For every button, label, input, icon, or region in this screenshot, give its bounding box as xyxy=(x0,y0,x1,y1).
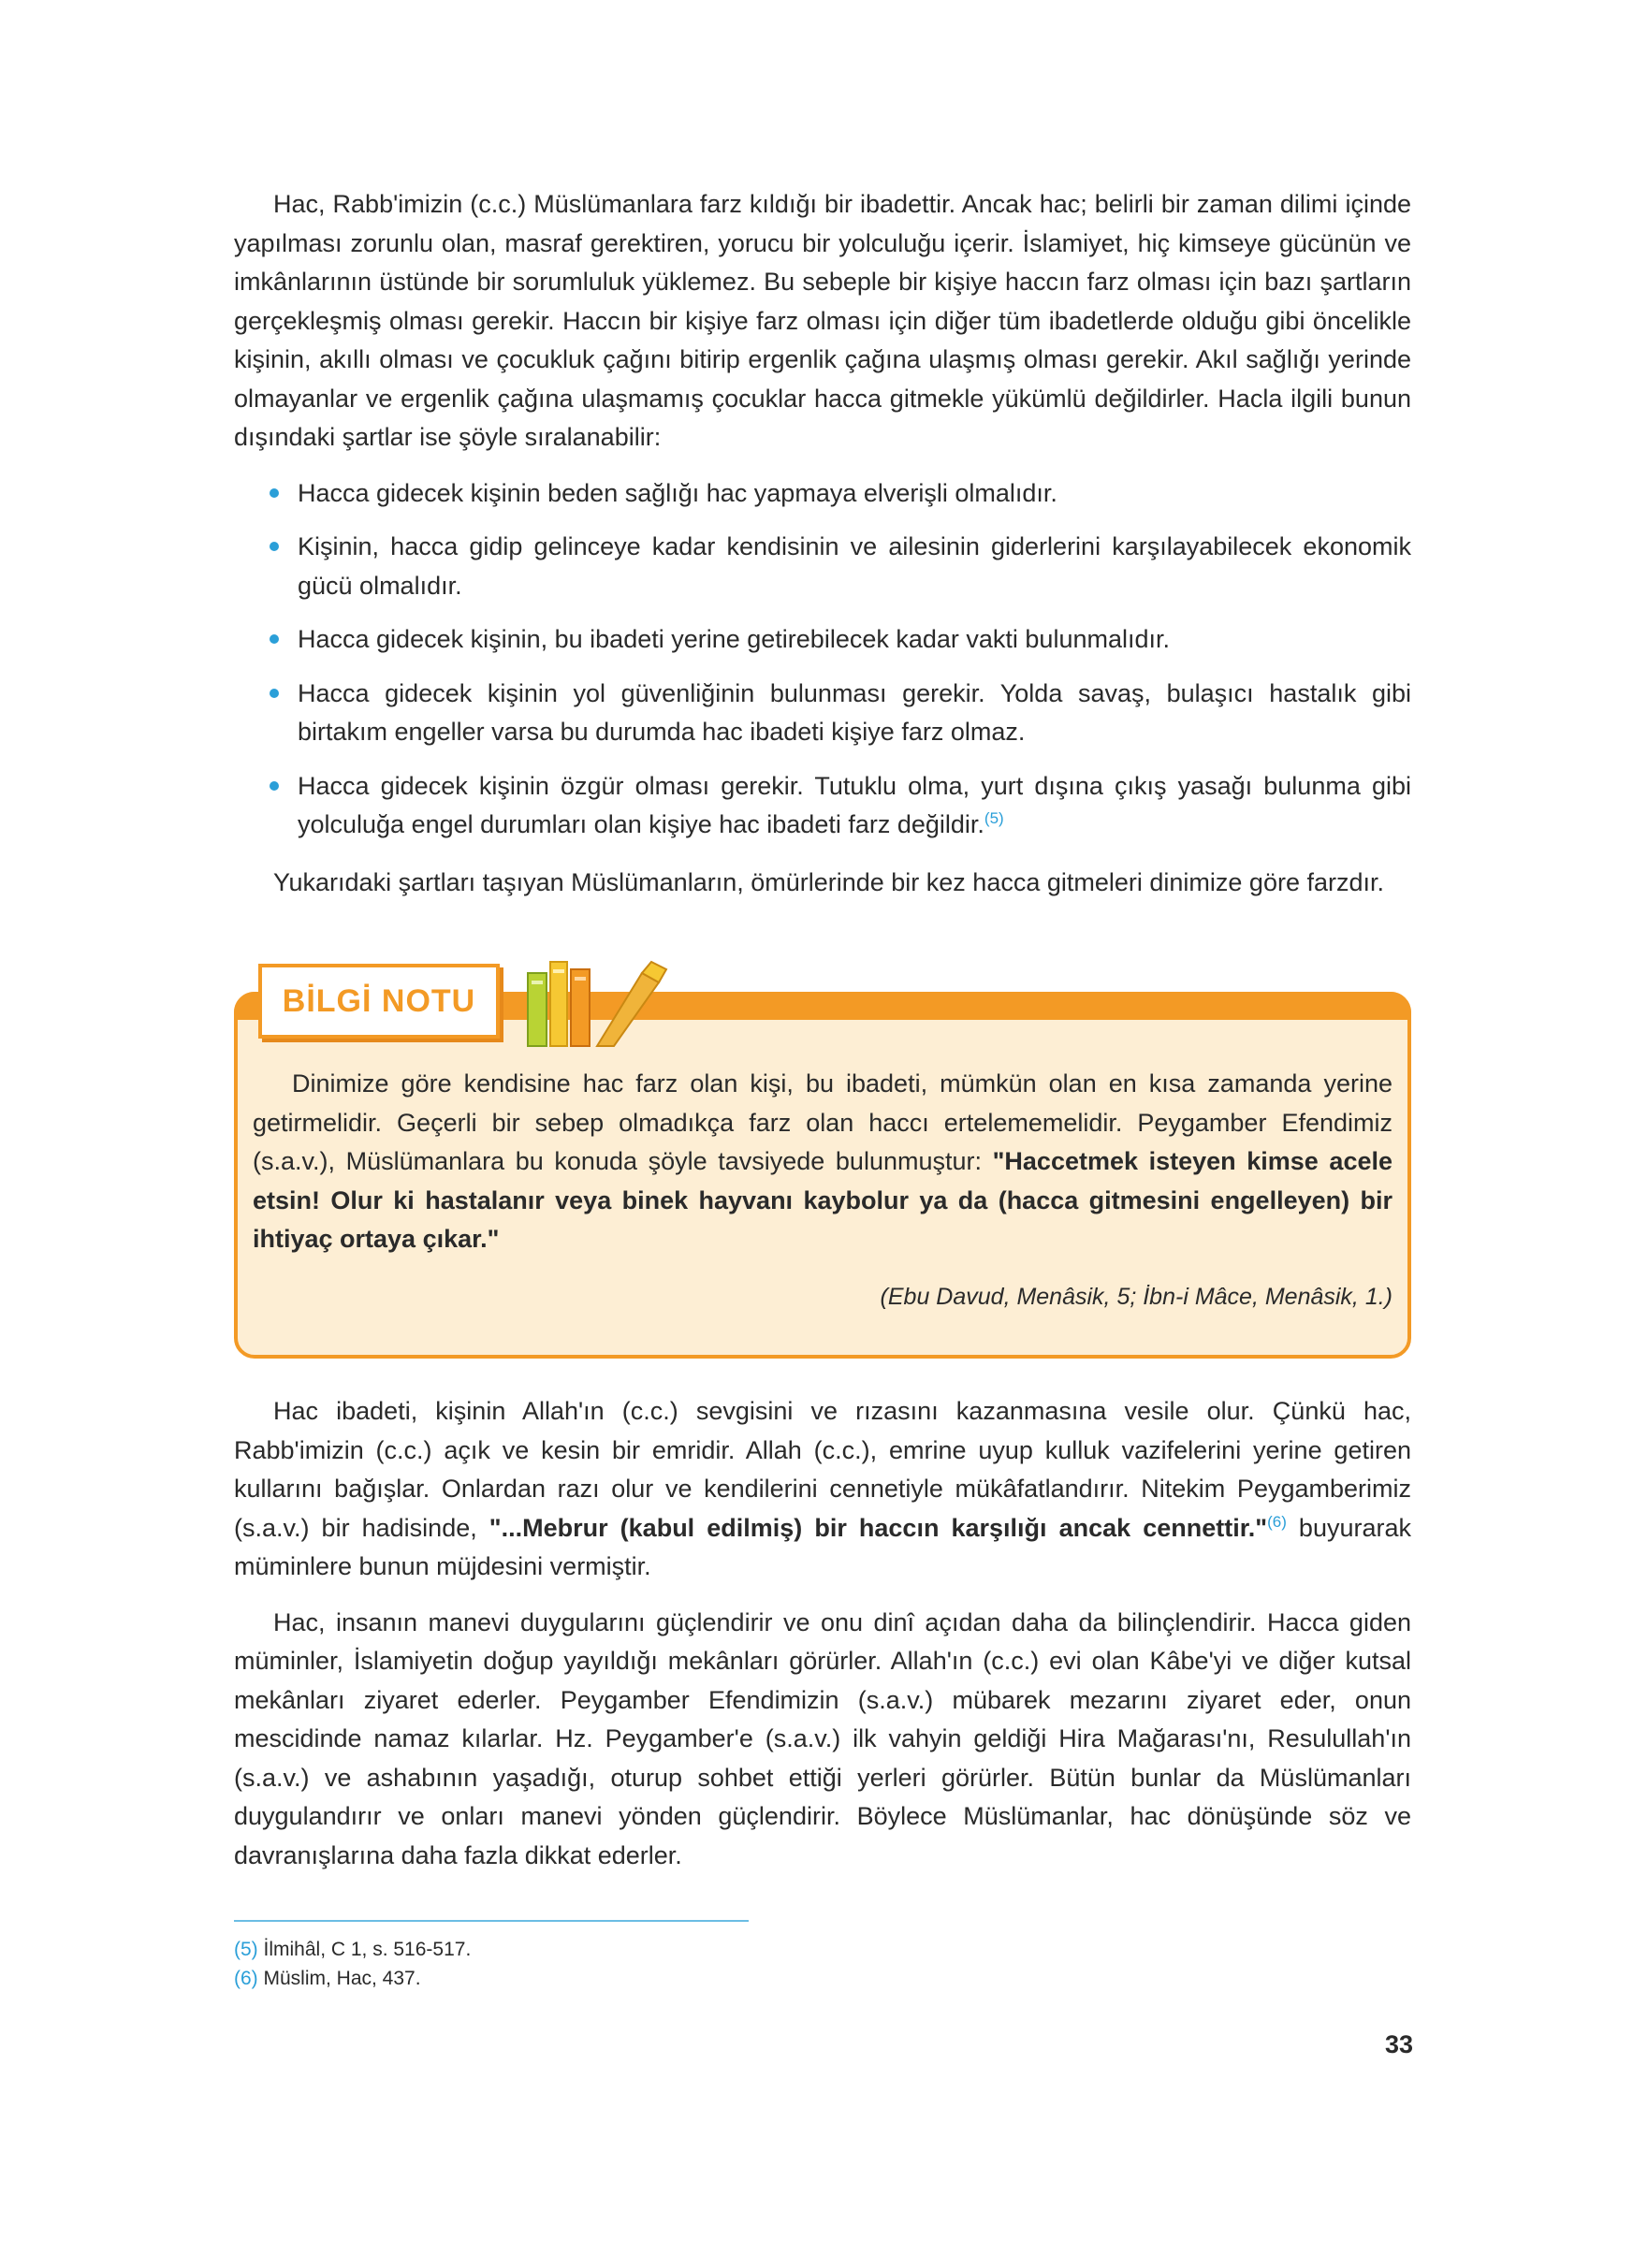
paragraph-reward: Hac ibadeti, kişinin Allah'ın (c.c.) sevgisini ve rızasını kazanmasına vesile olur. Çünkü hac, Rabb'imizin (c.c.) açık ve kesin bir emridir. Allah (c.c.), emrine uyup kulluk vazifelerini yerine getiren kullarını bağışlar. Onlardan razı olur ve kendilerini cennetiyle mükâfatlandırır. Nitekim Peygamberimiz (s.a.v.) bir hadisinde, "...Mebrur (kabul edilmiş) bir haccın karşılığı ancak cennettir."$^{(6)}$ buyurarak müminlere bunun müjdesini vermiştir. xyxy=(234,1397,1411,1580)
list-item: Hacca gidecek kişinin özgür olması gerekir. Tutuklu olma, yurt dışına çıkış yasağı bulunma gibi yolculuğa engel durumları olan kişiye hac ibadeti farz değildir.$^{(5)}$ xyxy=(234,767,1411,845)
info-note-title: BİLGİ NOTU xyxy=(258,964,500,1039)
footnote-ref-6[interactable]: (6) xyxy=(1267,1512,1287,1531)
info-note-body xyxy=(253,1065,1392,1316)
footnote-ref-5[interactable]: (5) xyxy=(984,809,1004,827)
list-item: Hacca gidecek kişinin beden sağlığı hac yapmaya elverişli olmalıdır. xyxy=(234,474,1411,514)
main-content xyxy=(234,185,1411,1892)
list-item: Hacca gidecek kişinin, bu ibadeti yerine getirebilecek kadar vakti bulunmalıdır. xyxy=(234,620,1411,660)
list-item: Kişinin, hacca gidip gelinceye kadar kendisinin ve ailesinin giderlerini karşılayabilecek ekonomik gücü olmalıdır. xyxy=(234,528,1411,605)
info-note-box xyxy=(234,964,1411,1359)
paragraph-hajj-conditions-intro: Hac, Rabb'imizin (c.c.) Müslümanlara farz kıldığı bir ibadettir. Ancak hac; belirli bir zaman dilimi içinde yapılması zorunlu olan, masraf gerektiren, yorucu bir yolculuğu içerir. İslamiyet, hiç kimseye gücünün ve imkânlarının üstünde bir sorumluluk yüklemez. Bu sebeple bir kişiye haccın farz olması için bazı şartların gerçekleşmiş olması gerekir. Haccın bir kişiye farz olması için diğer tüm ibadetlerde olduğu gibi öncelikle kişinin, akıllı olması ve çocukluk çağını bitirip ergenlik çağına ulaşmış olması gerekir. Akıl sağlığı yerinde olmayanlar ve ergenlik çağına ulaşmamış çocuklar hacca gitmekle yükümlü değildirler. Hacla ilgili bunun dışındaki şartlar ise şöyle sıralanabilir: xyxy=(234,190,1411,451)
footnote-5: (5) İlmihâl, C 1, s. 516-517. xyxy=(234,1939,472,1960)
bullet-dot-icon xyxy=(270,689,279,698)
info-note-paragraph: Dinimize göre kendisine hac farz olan kişi, bu ibadeti, mümkün olan en kısa zamanda yerine getirmelidir. Geçerli bir sebep olmadıkça farz olan haccı ertelememelidir. Peygamber Efendimiz (s.a.v.), Müslümanlara bu konuda şöyle tavsiyede bulunmuştur: "Haccetmek isteyen kimse acele etsin! Olur ki hastalanır veya binek hayvanı kaybolur ya da (hacca gitmesini engelleyen) bir ihtiyaç ortaya çıkar." xyxy=(253,1069,1392,1253)
paragraph-spiritual-benefits: Hac, insanın manevi duygularını güçlendirir ve onu dinî açıdan daha da bilinçlendirir. Hacca giden müminler, İslamiyetin doğup yayıldığı mekânları görürler. Allah'ın (c.c.) evi olan Kâbe'yi ve diğer kutsal mekânları ziyaret ederler. Peygamber Efendimizin (s.a.v.) mübarek mezarını ziyaret eder, onun mescidinde namaz kılarlar. Hz. Peygamber'e (s.a.v.) ilk vahyin geldiği Hira Mağarası'nı, Resulullah'ın (s.a.v.) ve ashabının yaşadığı, oturup sohbet ettiği yerleri görürler. Bütün bunlar da Müslümanları duygulandırır ve onları manevi yönden güçlendirir. Böylece Müslümanlar, hac dönüşünde söz ve davranışlarına daha fazla dikkat ederler. xyxy=(234,1607,1411,1869)
page-number: 33 xyxy=(1384,2030,1413,2058)
bullet-dot-icon xyxy=(270,634,279,644)
footnotes xyxy=(234,1920,758,1993)
bullet-dot-icon xyxy=(270,542,279,551)
books-icon xyxy=(520,945,679,1048)
hadith-quote-mebrur: "...Mebrur (kabul edilmiş) bir haccın karşılığı ancak cennettir." xyxy=(488,1513,1268,1542)
footnote-divider xyxy=(234,1920,749,1922)
bullet-dot-icon xyxy=(270,781,279,791)
hadith-source: (Ebu Davud, Menâsik, 5; İbn-i Mâce, Menâsik, 1.) xyxy=(880,1283,1392,1310)
footnote-6: (6) Müslim, Hac, 437. xyxy=(234,1968,421,1989)
paragraph-obligation: Yukarıdaki şartları taşıyan Müslümanların, ömürlerinde bir kez hacca gitmeleri dinimize göre farzdır. xyxy=(273,867,1384,896)
list-item: Hacca gidecek kişinin yol güvenliğinin bulunması gerekir. Yolda savaş, bulaşıcı hastalık gibi birtakım engeller varsa bu durumda hac ibadeti kişiye farz olmaz. xyxy=(234,675,1411,752)
bullet-dot-icon xyxy=(270,488,279,498)
conditions-list xyxy=(234,474,1411,845)
hadith-quote: "Haccetmek isteyen kimse acele etsin! Olur ki hastalanır veya binek hayvanı kaybolur ya da (hacca gitmesini engelleyen) bir ihtiyaç ortaya çıkar." xyxy=(253,1147,1392,1253)
